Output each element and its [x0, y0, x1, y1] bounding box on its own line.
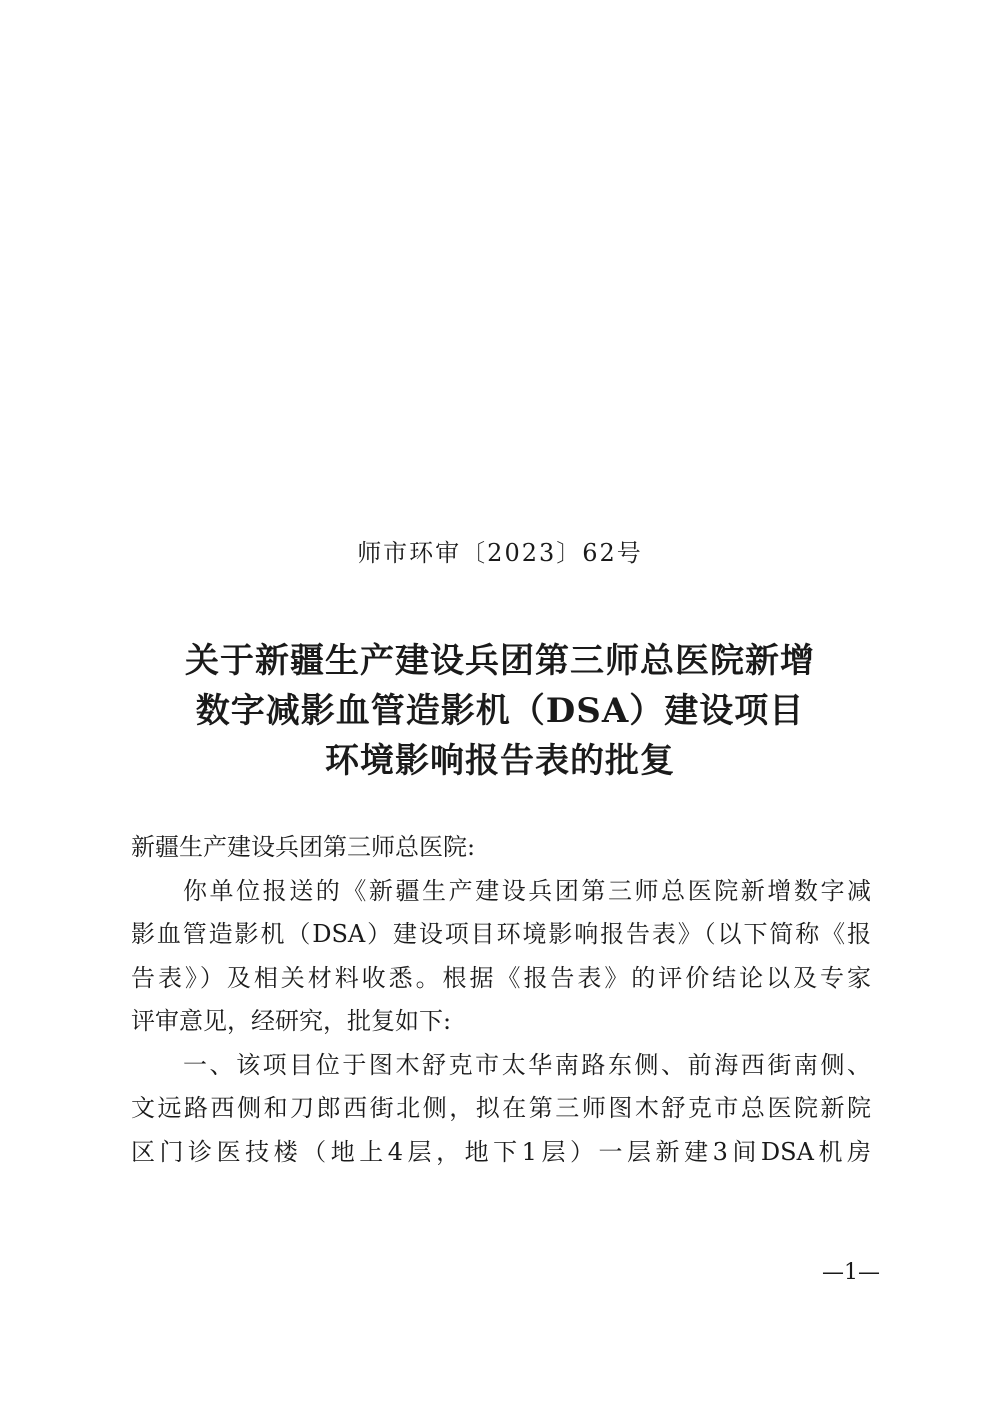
page-number: —1— [822, 1260, 880, 1285]
title-line: 关于新疆生产建设兵团第三师总医院新增 [185, 641, 815, 681]
document-title [0, 636, 1000, 786]
paragraph-line: 告表》）及相关材料收悉。根据《报告表》的评价结论以及专家 [131, 963, 871, 992]
document-number: 师市环审〔2023〕62号 [357, 539, 643, 567]
paragraph-line: 一、该项目位于图木舒克市太华南路东侧、前海西街南侧、 [183, 1050, 871, 1079]
paragraph-line: 区门诊医技楼（地上4层，地下1层）一层新建3间DSA机房 [131, 1137, 871, 1166]
document-body [131, 826, 871, 1174]
paragraph-line: 评审意见，经研究，批复如下: [131, 1007, 452, 1035]
addressee: 新疆生产建设兵团第三师总医院: [131, 833, 476, 861]
title-line: 数字减影血管造影机（DSA）建设项目 [195, 691, 805, 731]
paragraph-line: 影血管造影机（DSA）建设项目环境影响报告表》（以下简称《报 [131, 920, 871, 948]
paragraph-line: 文远路西侧和刀郎西街北侧，拟在第三师图木舒克市总医院新院 [131, 1094, 871, 1122]
title-line: 环境影响报告表的批复 [325, 741, 675, 781]
paragraph-line: 你单位报送的《新疆生产建设兵团第三师总医院新增数字减 [183, 876, 871, 905]
